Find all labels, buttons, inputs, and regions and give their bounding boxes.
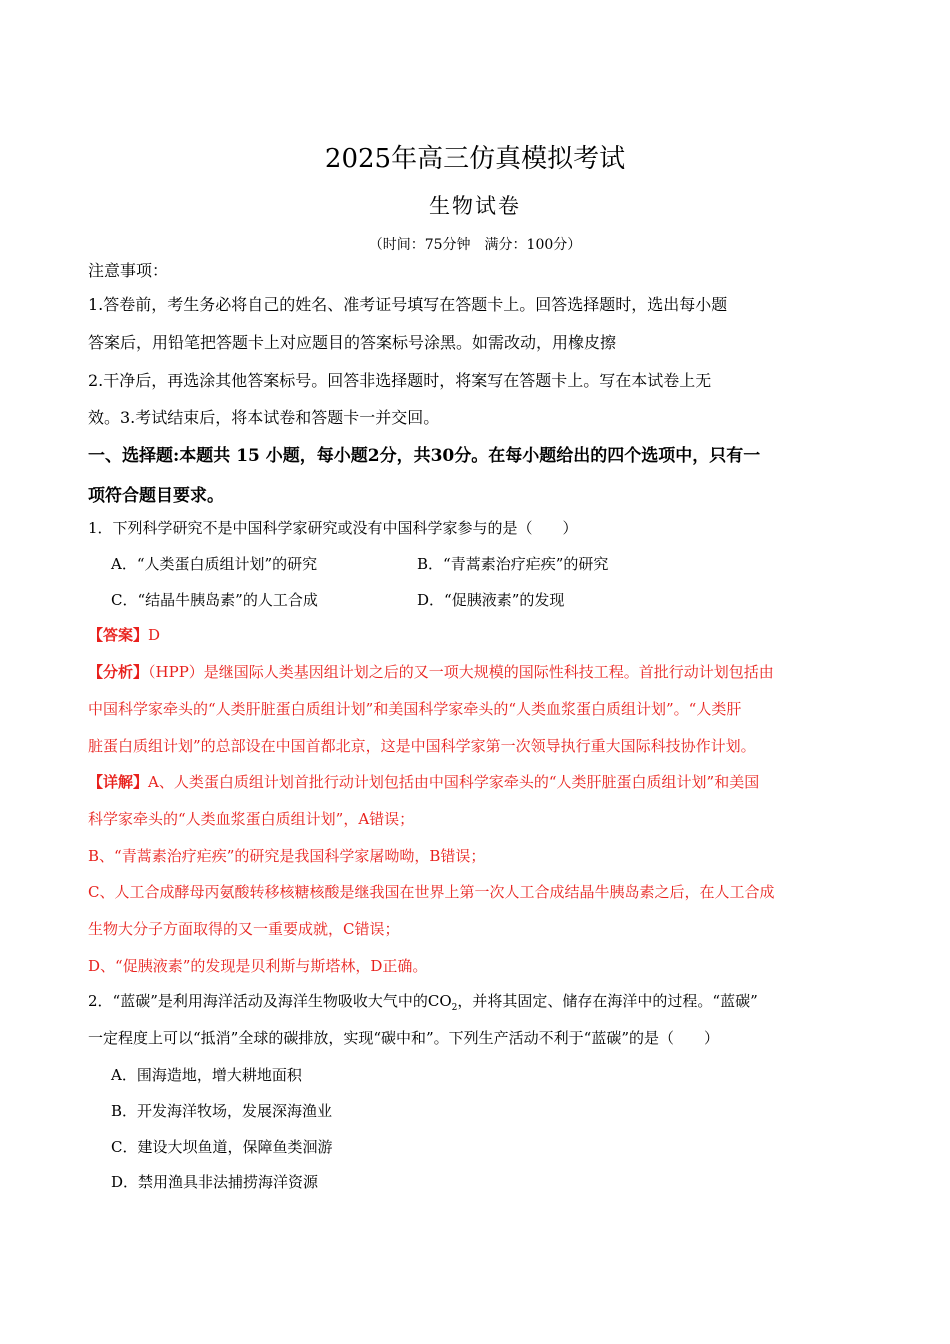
answer-value: D	[148, 626, 161, 644]
q2-option-d: D．禁用渔具非法捕捞海洋资源	[111, 1173, 319, 1191]
q1-answer	[88, 624, 160, 645]
q1-option-c: C．“结晶牛胰岛素”的人工合成	[111, 591, 318, 609]
q2-option-b: B．开发海洋牧场，发展深海渔业	[111, 1102, 333, 1120]
q1-option-d: D．“促胰液素”的发现	[417, 591, 565, 609]
section-heading: 项符合题目要求。	[88, 486, 224, 506]
notice-line: 2.干净后，再选涂其他答案标号。回答非选择题时，将案写在答题卡上。写在本试卷上无	[88, 371, 712, 390]
q2-stem-text: ，并将其固定、储存在海洋中的过程。“蓝碳”	[457, 992, 758, 1010]
q1-detail	[88, 771, 759, 792]
notice-line: 效。3.考试结束后，将本试卷和答题卡一并交回。	[88, 408, 440, 427]
detail-text: A、人类蛋白质组计划首批行动计划包括由中国科学家牵头的“人类肝脏蛋白质组计划”和美国	[148, 773, 760, 791]
exam-subtitle: 生物试卷	[429, 194, 521, 218]
detail-line: C、人工合成酵母丙氨酸转移核糖核酸是继我国在世界上第一次人工合成结晶牛胰岛素之后，在人工合成	[88, 883, 775, 901]
analysis-label: 【分析】	[88, 663, 149, 681]
question-2-stem: 一定程度上可以“抵消”全球的碳排放，实现“碳中和”。下列生产活动不利于“蓝碳”的是（ ）	[88, 1029, 720, 1047]
detail-line: 科学家牵头的“人类血浆蛋白质组计划”，A错误；	[88, 810, 415, 828]
q1-option-a: A．“人类蛋白质组计划”的研究	[111, 555, 318, 573]
exam-title: 2025年高三仿真模拟考试	[324, 144, 626, 174]
q1-option-b: B．“青蒿素治疗疟疾”的研究	[417, 555, 609, 573]
q2-option-a: A．围海造地，增大耕地面积	[111, 1066, 302, 1084]
analysis-text: （HPP）是继国际人类基因组计划之后的又一项大规模的国际性科技工程。首批行动计划包括由	[148, 663, 774, 681]
notice-heading: 注意事项：	[88, 261, 169, 280]
detail-line: D、“促胰液素”的发现是贝利斯与斯塔林，D正确。	[88, 957, 428, 975]
q2-stem-subscript: 2	[451, 1003, 458, 1013]
notice-line: 1.答卷前，考生务必将自己的姓名、准考证号填写在答题卡上。回答选择题时，选出每小题	[88, 295, 728, 314]
analysis-line: 脏蛋白质组计划”的总部设在中国首都北京，这是中国科学家第一次领导执行重大国际科技协作计划。	[88, 737, 756, 755]
detail-line: 生物大分子方面取得的又一重要成就，C错误；	[88, 920, 400, 938]
question-2-stem	[88, 990, 758, 1013]
section-heading: 一、选择题:本题共 15 小题，每小题2分，共30分。在每小题给出的四个选项中，只有一	[88, 446, 761, 466]
q2-stem-text: 2．“蓝碳”是利用海洋活动及海洋生物吸收大气中的CO	[88, 992, 452, 1010]
q1-analysis	[88, 661, 774, 682]
analysis-line: 中国科学家牵头的“人类肝脏蛋白质组计划”和美国科学家牵头的“人类血浆蛋白质组计划”。“人类肝	[88, 700, 742, 718]
time-info: （时间：75分钟 满分：100分）	[368, 237, 582, 253]
detail-label: 【详解】	[88, 773, 149, 791]
detail-line: B、“青蒿素治疗疟疾”的研究是我国科学家屠呦呦，B错误；	[88, 847, 486, 865]
notice-line: 答案后，用铅笔把答题卡上对应题目的答案标号涂黑。如需改动，用橡皮擦	[88, 333, 617, 352]
answer-label: 【答案】	[88, 626, 149, 644]
question-1-stem: 1．下列科学研究不是中国科学家研究或没有中国科学家参与的是（ ）	[88, 519, 578, 537]
q2-option-c: C．建设大坝鱼道，保障鱼类洄游	[111, 1138, 333, 1156]
